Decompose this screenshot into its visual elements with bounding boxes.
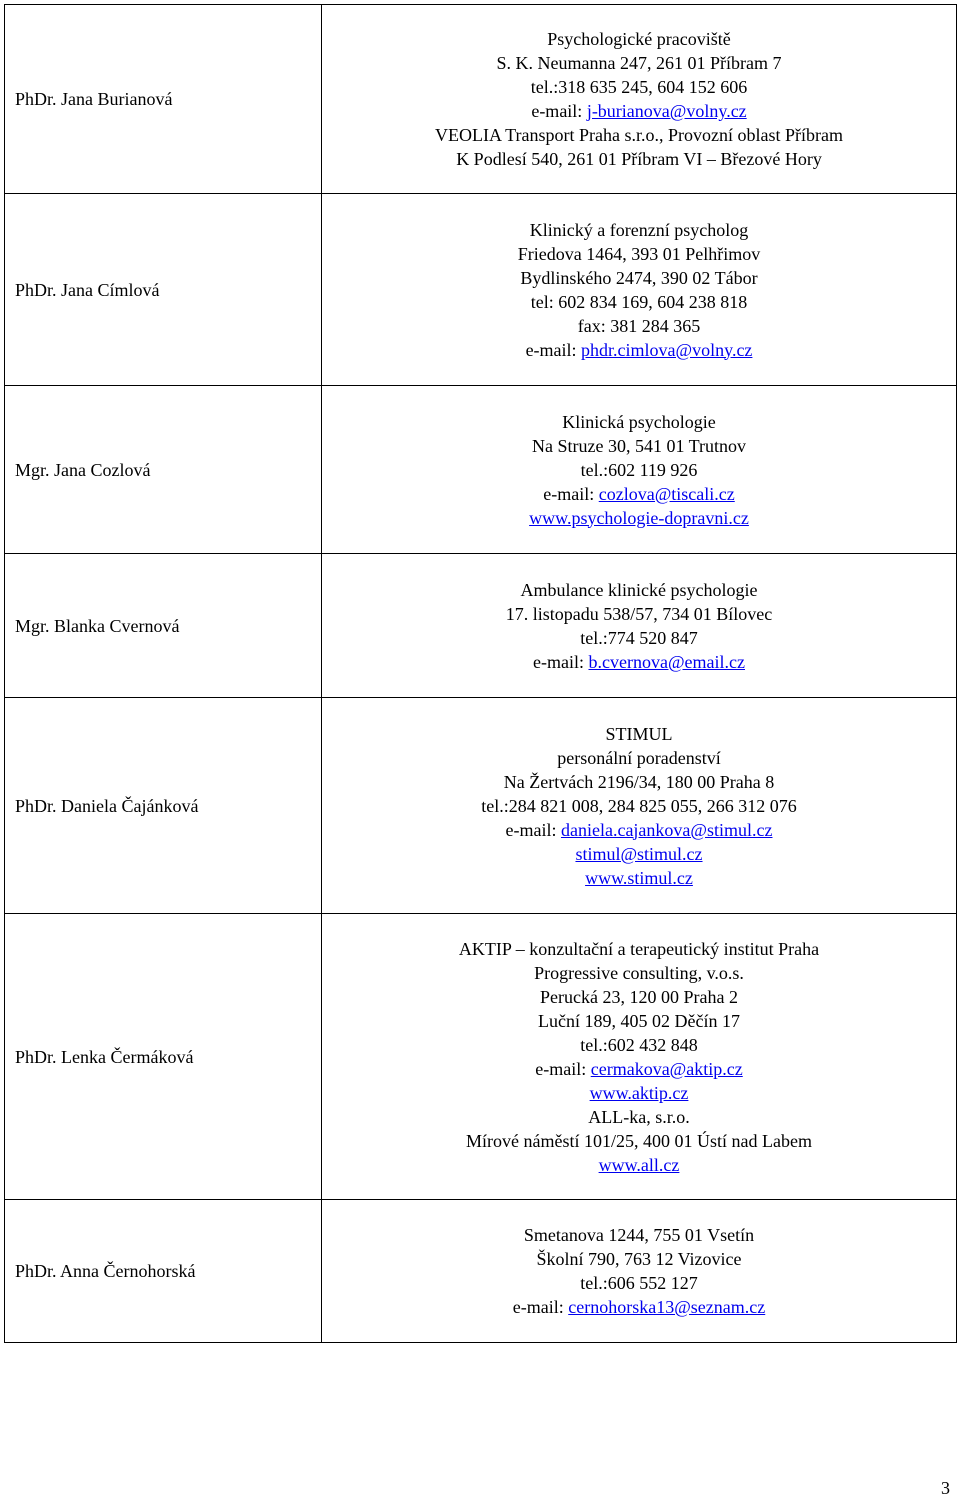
psychologist-directory-table [4,4,957,1343]
detail-line: Na Žertvách 2196/34, 180 00 Praha 8 [503,771,775,792]
email-line [322,650,956,674]
table-row [5,194,957,386]
email-link[interactable]: daniela.cajankova@stimul.cz [560,819,773,840]
email-link[interactable]: j-burianova@volny.cz [586,101,747,121]
detail-line: Bydlinského 2474, 390 02 Tábor [520,267,758,288]
email-prefix: e-mail: [512,1297,569,1317]
email-line [322,842,956,866]
detail-line: Luční 189, 405 02 Děčín 17 [538,1010,740,1031]
email-prefix: e-mail: [531,101,587,121]
table-row [5,1200,957,1343]
detail-line: ALL-ka, s.r.o. [588,1106,690,1127]
detail-line: VEOLIA Transport Praha s.r.o., Provozní oblast Příbram [435,125,843,145]
detail-line: tel.:774 520 847 [580,627,698,648]
website-line [322,1081,956,1105]
website-line [322,506,956,530]
contact-details [322,194,957,386]
website-line [322,1153,956,1177]
email-line [322,1057,956,1081]
email-prefix: e-mail: [505,819,561,840]
detail-line: Školní 790, 763 12 Vizovice [536,1249,742,1269]
email-prefix: e-mail: [543,483,599,504]
detail-line: S. K. Neumanna 247, 261 01 Příbram 7 [496,53,782,73]
contact-details [322,386,957,554]
detail-line: Ambulance klinické psychologie [520,579,758,600]
website-link[interactable]: www.psychologie-dopravni.cz [529,507,749,528]
contact-details [322,914,957,1200]
contact-details [322,1200,957,1343]
contact-details [322,5,957,194]
email-link[interactable]: stimul@stimul.cz [575,843,703,864]
page-number: 3 [941,1478,950,1498]
table-row [5,386,957,554]
person-name: Mgr. Blanka Cvernová [5,554,322,698]
email-line [322,99,956,123]
website-link[interactable]: www.all.cz [598,1154,680,1175]
detail-line: tel.:318 635 245, 604 152 606 [530,77,748,97]
detail-line: Na Struze 30, 541 01 Trutnov [531,435,746,456]
detail-line: tel.:284 821 008, 284 825 055, 266 312 076 [481,795,797,816]
detail-line: STIMUL [605,723,673,744]
detail-line: fax: 381 284 365 [577,315,701,336]
website-line [322,866,956,890]
contact-details [322,698,957,914]
detail-line: tel.:602 432 848 [580,1034,698,1055]
table-row [5,5,957,194]
contact-details [322,554,957,698]
person-name: PhDr. Daniela Čajánková [5,698,322,914]
detail-line: Perucká 23, 120 00 Praha 2 [540,986,738,1007]
detail-line: K Podlesí 540, 261 01 Příbram VI – Březové Hory [456,149,822,169]
email-prefix: e-mail: [525,339,582,360]
person-name: PhDr. Anna Černohorská [5,1200,322,1343]
email-line [322,818,956,842]
detail-line: Klinický a forenzní psycholog [529,219,749,240]
person-name: PhDr. Lenka Čermáková [5,914,322,1200]
detail-line: Mírové náměstí 101/25, 400 01 Ústí nad Labem [466,1130,812,1151]
detail-line: tel.:602 119 926 [580,459,698,480]
email-link[interactable]: b.cvernova@email.cz [588,651,745,672]
person-name: PhDr. Jana Burianová [5,5,322,194]
detail-line: tel: 602 834 169, 604 238 818 [530,291,748,312]
table-row [5,554,957,698]
person-name: PhDr. Jana Címlová [5,194,322,386]
email-prefix: e-mail: [533,651,589,672]
email-line [322,1295,956,1319]
detail-line: Klinická psychologie [562,411,716,432]
detail-line: Psychologické pracoviště [547,29,731,49]
detail-line: Smetanova 1244, 755 01 Vsetín [523,1225,755,1245]
email-prefix: e-mail: [535,1058,591,1079]
email-link[interactable]: cermakova@aktip.cz [590,1058,743,1079]
email-link[interactable]: cernohorska13@seznam.cz [568,1297,766,1317]
table-row [5,698,957,914]
detail-line: 17. listopadu 538/57, 734 01 Bílovec [505,603,773,624]
detail-line: AKTIP – konzultační a terapeutický institut Praha [458,938,820,959]
website-link[interactable]: www.stimul.cz [585,867,693,888]
detail-line: Friedova 1464, 393 01 Pelhřimov [517,243,761,264]
email-line [322,482,956,506]
detail-line: tel.:606 552 127 [580,1273,698,1293]
detail-line: Progressive consulting, v.o.s. [534,962,744,983]
person-name: Mgr. Jana Cozlová [5,386,322,554]
website-link[interactable]: www.aktip.cz [589,1082,689,1103]
detail-line: personální poradenství [557,747,721,768]
email-link[interactable]: cozlova@tiscali.cz [598,483,735,504]
table-row [5,914,957,1200]
email-line [322,338,956,362]
email-link[interactable]: phdr.cimlova@volny.cz [581,339,753,360]
